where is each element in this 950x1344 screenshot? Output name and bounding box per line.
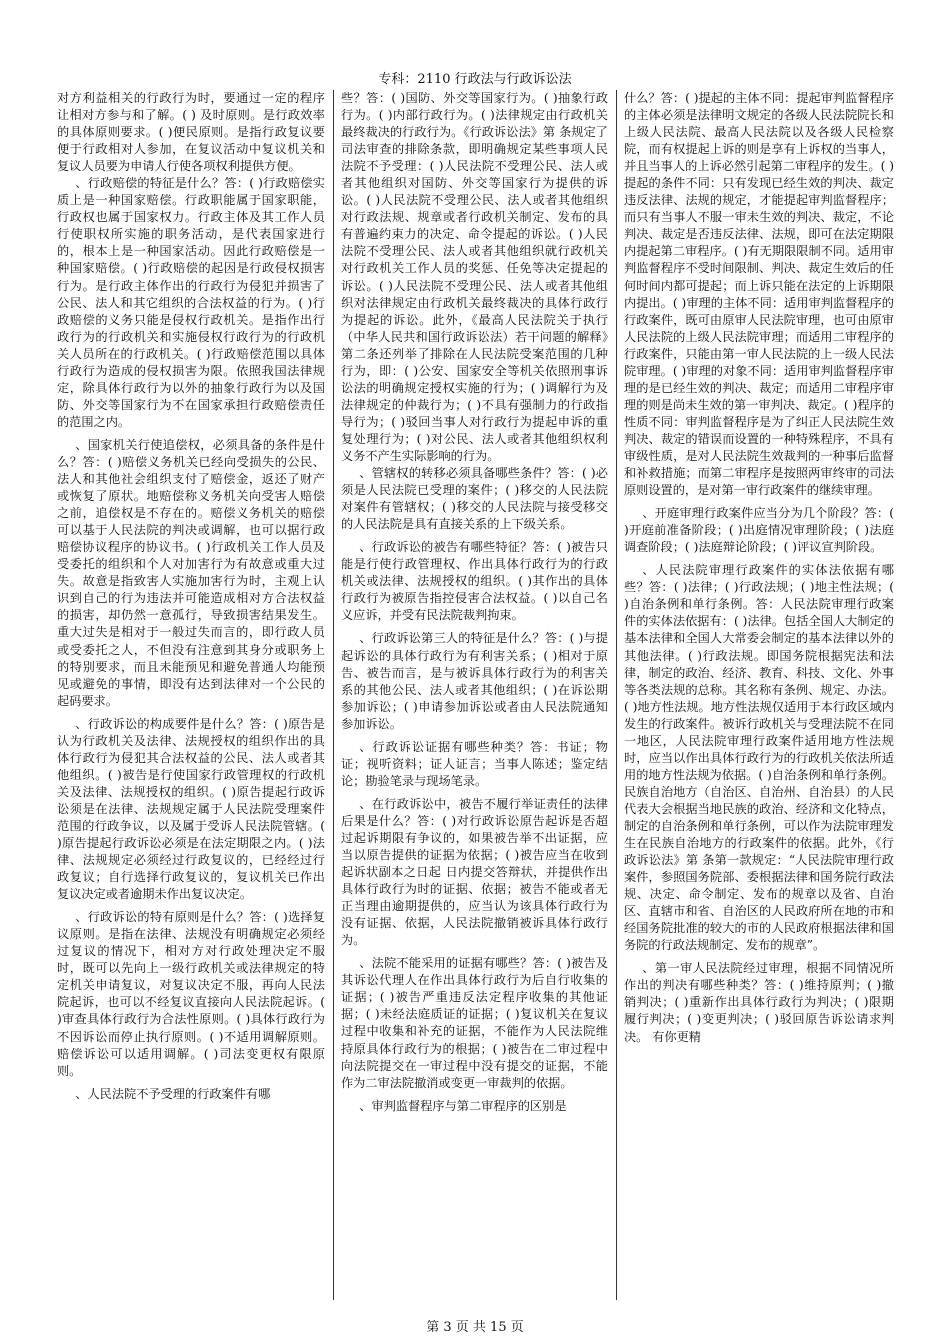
- paragraph: 对方利益相关的行政行为时，要通过一定的程序让相对方参与和了解。( ) 及时原则。是行政效率的具体原则要求。( )便民原则。是指行政复议要便于行政相对人参加，在复议活动中复议机关和复议人员要为申请人行使各项权利提供方便。: [57, 91, 325, 174]
- paragraph: 、第一审人民法院经过审理，根据不同情况所作出的判决有哪些种类？答：( )维持原判；( )撤销判决；( )重新作出具体行政行为判决；( )限期履行判决；( )变更判决；( )驳回原告诉讼请求判决。 有你更精: [624, 961, 894, 1044]
- text-column-1: [57, 90, 325, 1300]
- paragraph: 、在行政诉讼中，被告不履行举证责任的法律后果是什么？答：( )对行政诉讼原告起诉是否超过起诉期限有争议的，如果被告举不出证据，应当以原告提供的证据为依据；( )被告应当在收到起诉状副本之日起 日内提交答辩状，并提供作出具体行政行为时的证据、依据；被告不能或者无正当理由逾期提供的，应当认为该具体行政行为没有证据、依据，人民法院撤销被诉具体行政行为。: [341, 796, 608, 948]
- column-divider-2: [616, 90, 617, 1300]
- paragraph: 什么？答：( )提起的主体不同：提起审判监督程序的主体必须是法律明文规定的各级人民法院院长和上级人民法院、最高人民法院以及各级人民检察院，而有权提起上诉的则是享有上诉权的当事人，并且当事人的上诉必然引起第二审程序的发生。( )提起的条件不同：只有发现已经生效的判决、裁定违反法律、法规的规定，才能提起审判监督程序；而只有当事人不服一审未生效的判决、裁定，不论判决、裁定是否违反法律、法规，即可在法定期限内提起第二审程序。( )有无期限限制不同。适用审判监督程序不受时间限制、判决、裁定生效后的任何时间内都可提起；而上诉只能在法定的上诉期限内提出。( )审理的主体不同：适用审判监督程序的行政案件，既可由原审人民法院审理，也可由原审人民法院的上级人民法院审理；而适用二审程序的行政案件，只能由第一审人民法院的上一级人民法院审理。( )审理的对象不同：适用审判监督程序审理的是已经生效的判决、裁定；而适用二审程序审理的则是尚未生效的第一审判决、裁定。( )程序的性质不同：审判监督程序是为了纠正人民法院生效判决、裁定的错误而设置的一种特殊程序，不具有审级性质，是对人民法院生效裁判的一种事后监督和补救措施；而第二审程序是按照两审终审的司法原则设置的，是对第一审行政案件的继续审理。: [624, 91, 894, 498]
- page-footer: 第 3 页 共 15 页: [426, 1320, 524, 1335]
- paragraph: 、行政诉讼第三人的特征是什么？答：( )与提起诉讼的具体行政行为有利害关系；( )相对于原告、被告而言，是与被诉具体行政行为的利害关系的其他公民、法人或者其他组织；( )在诉讼期参加诉讼；( )申请参加诉讼或者由人民法院通知参加诉讼。: [341, 631, 608, 731]
- paragraph: 、行政赔偿的特征是什么？答：( )行政赔偿实质上是一种国家赔偿。行政职能属于国家职能，行政权也属于国家权力。行政主体及其工作人员行使职权所实施的职务活动，是代表国家进行的，根本上是一种国家活动。因此行政赔偿是一种国家赔偿。( )行政赔偿的起因是行政侵权损害行为。是行政主体作出的行政行为侵犯并损害了公民、法人和其它组织的合法权益的行为。( )行政赔偿的义务只能是侵权行政机关。是指作出行政行为的行政机关和实施侵权行政行为的行政机关人员所在的行政机关。( )行政赔偿范围以具体行政行为造成的侵权损害为限。依照我国法律规定，除具体行政行为以外的抽象行政行为以及国防、外交等国家行为不在国家承担行政赔偿责任的范围之内。: [57, 176, 325, 429]
- paragraph: 、审判监督程序与第二审程序的区别是: [359, 1098, 567, 1113]
- paragraph: 、管辖权的转移必须具备哪些条件？答：( )必须是人民法院已受理的案件；( )移交的人民法院对案件有管辖权；( )移交的人民法院与接受移交的人民法院是具有直接关系的上下级关系。: [341, 466, 608, 532]
- page-header: 专科：2110 行政法与行政诉讼法: [378, 72, 572, 87]
- paragraph: 、人民法院审理行政案件的实体法依据有哪些？答：( )法律；( )行政法规；( )地主性法规；( )自治条例和单行条例。答：人民法院审理行政案件的实体法依据有：( )法律。包括全国人大制定的基本法律和全国人大常委会制定的基本法律以外的其他法律。( )行政法规。即国务院根据宪法和法律，制定的政治、经济、教育、科技、文化、外事等各类法规的总称。其名称有条例、规定、办法。( )地方性法规。地方性法规仅适用于本行政区域内发生的行政案件。被诉行政机关与受理法院不在同一地区，人民法院审理行政案件适用地方性法规时，应当以作出具体行政行为的行政机关依法所适用的地方性法规为依据。( )自治条例和单行条例。民族自治地方（自治区、自治州、自治县）的人民代表大会根据当地民族的政治、经济和文化特点，制定的自治条例和单行条例，可以作为法院审理发生在民族自治地方的行政案件的依据。此外，《行政诉讼法》第 条第一款规定：“人民法院审理行政案件，参照国务院部、委根据法律和国务院行政法规、决定、命令制定、发布的规章以及省、自治区、直辖市和省、自治区的人民政府所在地的市和经国务院批准的较大的市的人民政府根据法律和国务院的行政法规制定、发布的规章”。: [624, 563, 894, 953]
- paragraph: 、行政诉讼证据有哪些种类？答：书证；物证；视听资料；证人证言；当事人陈述；鉴定结论；勘验笔录与现场笔录。: [341, 739, 608, 788]
- paragraph: 、开庭审理行政案件应当分为几个阶段？答：( )开庭前准备阶段；( )出庭情况审理阶段；( )法庭调查阶段；( )法庭辩论阶段；( )评议宣判阶段。: [624, 506, 894, 555]
- paragraph: 些？答：( )国防、外交等国家行为。( )抽象行政行为。( )内部行政行为。( )法律规定由行政机关最终裁决的行政行为。《行政诉讼法》第 条规定了司法审查的排除条款，即明确规定某些事项人民法院不予受理：( )人民法院不受理公民、法人或者其他组织对国防、外交等国家行为提供的诉讼。( )人民法院不受理公民、法人或者其他组织对行政法规、规章或者行政机关制定、发布的具有普遍约束力的决定、命令提起的诉讼。( )人民法院不受理公民、法人或者其他组织就行政机关对行政机关工作人员的奖惩、任免等决定提起的诉讼。( )人民法院不受理公民、法人或者其他组织对法律规定由行政机关最终裁决的具体行政行为提起的诉讼。此外，《最高人民法院关于执行（中华人民共和国行政诉讼法）若干问题的解释》第二条还列举了排除在人民法院受案范围的几种行为，即：( )公安、国家安全等机关依照刑事诉讼法的明确规定授权实施的行为；( )调解行为及法律规定的仲裁行为；( )不具有强制力的行政指导行为；( )驳回当事人对行政行为提起申诉的重复处理行为；( )对公民、法人或者其他组织权利义务不产生实际影响的行为。: [341, 91, 608, 463]
- paragraph: 、行政诉讼的特有原则是什么？答：( )选择复议原则。是指在法律、法规没有明确规定必须经过复议的情况下，相对方对行政处理决定不服时，既可以先向上一级行政机关或法律规定的特定机关申请复议，对复议决定不服，再向人民法院起诉，也可以不经复议直接向人民法院起诉。( )审查具体行政行为合法性原则。( )具体行政行为不因诉讼而停止执行原则。( )不适用调解原则。赔偿诉讼可以适用调解。( )司法变更权有限原则。: [57, 910, 325, 1078]
- paragraph: 、国家机关行使追偿权，必须具备的条件是什么？答：( )赔偿义务机关已经向受损失的公民、法人和其他社会组织支付了赔偿金，返还了财产或恢复了原状。地赔偿称义务机关向受害人赔偿之前，追偿权是不存在的。赔偿义务机关的赔偿可以基于人民法院的判决或调解，也可以据行政赔偿协议程序的协议书。( )行政机关工作人员及受委托的组织和个人对加害行为有故意或重大过失。故意是指致害人实施加害行为时，主观上认识到自己的行为违法并可能造成相对方合法权益的损害，却仍然一意孤行，导致损害结果发生。重大过失是相对于一般过失而言的，即行政人员或受委托之人，不但没有注意到其身分或职务上的特别要求，而且未能预见和避免普通人均能预见或避免的事情，即没有达到法律对一个公民的起码要求。: [57, 437, 325, 708]
- paragraph: 、行政诉讼的被告有哪些特征？答：( )被告只能是行使行政管理权、作出具体行政行为的行政机关或法律、法规授权的组织。( )其作出的具体行政行为被原告指控侵害合法权益。( )以自己名义应诉，并受有民法院裁判拘束。: [341, 540, 608, 623]
- column-divider-1: [333, 90, 334, 1300]
- paragraph: 、人民法院不予受理的行政案件有哪: [75, 1086, 271, 1101]
- paragraph: 、行政诉讼的构成要件是什么？答：( )原告是认为行政机关及法律、法规授权的组织作出的具体行政行为侵犯其合法权益的公民、法人或者其他组织。( )被告是行使国家行政管理权的行政机关及法律、法规授权的组织。( )原告提起行政诉讼须是在法律、法规规定属于人民法院受理案件范围的行政争议，以及属于受诉人民法院管辖。( )原告提起行政诉讼必须是在法定期限之内。( )法律、法规规定必须经过行政复议的，已经经过行政复议；自行选择行政复议的，复议机关已作出复议决定或者逾期未作出复议决定。: [57, 716, 325, 902]
- paragraph: 、法院不能采用的证据有哪些？答：( )被告及其诉讼代理人在作出具体行政行为后自行收集的证据；( )被告严重违反法定程序收集的其他证据；( )未经法庭质证的证据；( )复议机关在复议过程中收集和补充的证据，不能作为人民法院维持原具体行政行为的根据；( )被告在二审过程中向法院提交在一审过程中没有提交的证据，不能作为二审法院撤消或变更一审裁判的依据。: [341, 956, 608, 1090]
- text-column-2: [341, 90, 608, 1300]
- text-column-3: [624, 90, 894, 1300]
